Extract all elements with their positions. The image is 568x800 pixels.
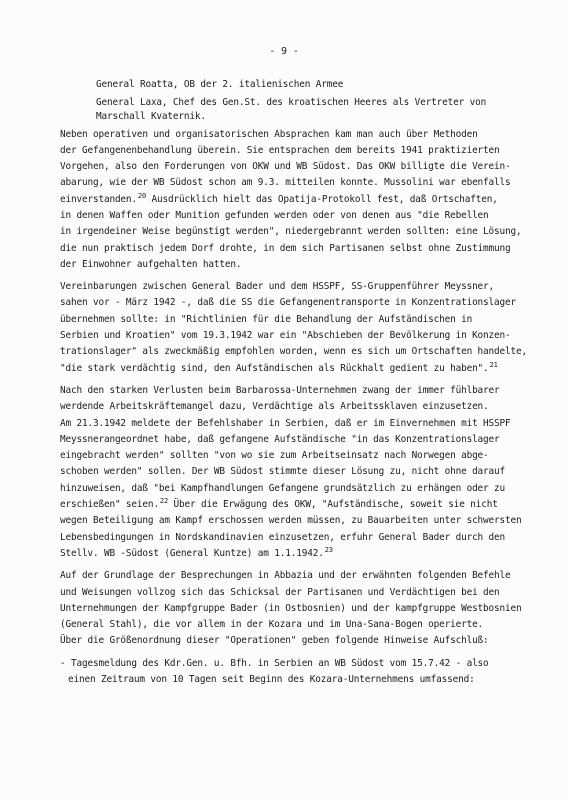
line-text: eingebracht werden" sollten "von wo sie zum Arbeitseinsatz nach Norwegen abge- — [60, 450, 489, 462]
line-text: Über die Größenordnung dieser "Operationen" geben folgende Hinweise Aufschluß: — [60, 635, 489, 647]
line-text: Meyssnerangeordnet habe, daß gefangene Aufständische "in das Konzentrationslager — [60, 433, 500, 445]
line-text: Unternehmungen der Kampfgruppe Bader (in Ostbosnien) und der kampfgruppe Westbosnien — [60, 602, 522, 614]
line-text: Stellv. WB -Südost (General Kuntze) am 1.1.1942. — [60, 547, 324, 559]
text-line — [60, 175, 530, 191]
text-line — [60, 448, 530, 464]
line-text: Lebensbedingungen in Nordskandinavien einzusetzen, erfuhr General Bader durch den — [60, 531, 506, 543]
text-line — [60, 601, 530, 617]
line-text: die nun praktisch jedem Dorf drohte, in dem sich Partisanen selbst ohne Zustimmung — [60, 242, 511, 254]
text-line — [60, 416, 530, 432]
line-text: - Tagesmeldung des Kdr.Gen. u. Bfh. in Serbien an WB Südost vom 15.7.42 - also — [60, 657, 489, 669]
line-text-continued: Über die Erwägung des OKW, "Aufständische, soweit sie nicht — [168, 499, 498, 511]
line-text: (General Stahl), die vor allem in der Kozara und im Una-Sana-Bogen operierte. — [60, 619, 484, 631]
text-line — [60, 656, 530, 672]
attendee-entry — [96, 78, 530, 93]
text-line: Marschall Kvaternik. — [96, 111, 206, 122]
line-text: wegen Beteiligung am Kampf erschossen werden müssen, zu Bauarbeiten unter schwersten — [60, 515, 522, 527]
text-line — [60, 224, 530, 240]
text-line — [60, 143, 530, 159]
text-line — [60, 361, 530, 377]
line-text: der Gefangenenbehandlung überein. Sie entsprachen dem bereits 1941 praktizierten — [60, 144, 500, 156]
attendee-entry — [96, 96, 530, 125]
line-text: einverstanden. — [60, 193, 137, 205]
line-text: Serbien und Kroatien" vom 19.3.1942 war ein "Abschieben der Bevölkerung in Konzen- — [60, 330, 511, 342]
text-line — [60, 432, 530, 448]
body-text — [60, 78, 530, 688]
line-text: Vereinbarungen zwischen General Bader und dem HSSPF, SS-Gruppenführer Meyssner, — [60, 281, 495, 293]
list-item — [60, 656, 530, 689]
line-text: und Weisungen vollzog sich das Schicksal der Partisanen und Verdächtigen bei den — [60, 586, 500, 598]
text-line — [60, 568, 530, 584]
line-text: einen Zeitraum von 10 Tagen seit Beginn des Kozara-Unternehmens umfassend: — [68, 674, 475, 685]
text-line — [60, 633, 530, 649]
text-line — [60, 585, 530, 601]
text-line — [60, 241, 530, 257]
line-text: Vorgehen, also den Forderungen von OKW und WB Südost. Das OKW billigte die Verein- — [60, 161, 511, 173]
text-line: General Roatta, OB der 2. italienischen Armee — [96, 79, 344, 90]
line-text: Nach den starken Verlusten beim Barbarossa-Unternehmen zwang der immer fühlbarer — [60, 384, 500, 396]
text-line — [60, 513, 530, 529]
paragraph — [60, 568, 530, 649]
line-text: "die stark verdächtig sind, den Aufständischen als Rückhalt gedient zu haben". — [60, 362, 489, 374]
text-line — [60, 328, 530, 344]
line-text: schoben werden" sollen. Der WB Südost stimmte dieser Lösung zu, nicht ohne darauf — [60, 466, 506, 478]
line-text: hinzuweisen, daß "bei Kampfhandlungen Gefangene grundsätzlich zu erhängen oder zu — [60, 482, 506, 494]
text-line — [60, 383, 530, 399]
text-line — [60, 464, 530, 480]
line-text: in irgendeiner Weise begünstigt werden", niedergebrannt werden sollten: eine Lösung, — [60, 226, 522, 238]
text-line — [60, 497, 530, 513]
text-line — [60, 159, 530, 175]
text-line — [60, 546, 530, 562]
line-text: der Einwohner aufgehalten hatten. — [60, 258, 242, 270]
text-line — [60, 192, 530, 208]
paragraph — [60, 279, 530, 377]
line-text: übernehmen sollte: in "Richtlinien für die Behandlung der Aufständischen in — [60, 313, 473, 325]
line-text: Neben operativen und organisatorischen Absprachen kam man auch über Methoden — [60, 128, 478, 140]
page-number: - 9 - — [269, 46, 299, 57]
line-text: werdende Arbeitskräftemangel dazu, Verdächtige als Arbeitssklaven einzusetzen. — [60, 401, 489, 413]
line-text: abarung, wie der WB Südost schon am 9.3. mitteilen konnte. Mussolini war ebenfalls — [60, 177, 511, 189]
paragraph — [60, 383, 530, 562]
text-line — [60, 399, 530, 415]
line-text: trationslager" als zweckmäßig empfohlen worden, wenn es sich um Ortschaften handelte, — [60, 346, 528, 358]
text-line — [60, 312, 530, 328]
line-text: sahen vor - März 1942 -, daß die SS die Gefangenentransporte in Konzentrationslager — [60, 297, 517, 309]
text-line — [60, 481, 530, 497]
line-text: erschießen" seien. — [60, 499, 159, 511]
line-text: Auf der Grundlage der Besprechungen in Abbazia und der erwähnten folgenden Befehle — [60, 570, 511, 582]
text-line — [60, 208, 530, 224]
text-line — [60, 344, 530, 360]
text-line — [60, 127, 530, 143]
text-line: General Laxa, Chef des Gen.St. des kroatischen Heeres als Vertreter von — [96, 96, 487, 108]
text-line — [60, 257, 530, 273]
text-line — [60, 672, 530, 688]
text-line — [60, 279, 530, 295]
text-line — [60, 530, 530, 546]
text-line — [60, 617, 530, 633]
footnote-marker: 22 — [159, 496, 169, 505]
footnote-marker: 21 — [489, 360, 498, 369]
footnote-marker: 23 — [324, 545, 333, 554]
text-line — [60, 295, 530, 311]
line-text: Am 21.3.1942 meldete der Befehlshaber in Serbien, daß er im Einvernehmen mit HSSPF — [60, 417, 511, 429]
line-text: in denen Waffen oder Munition gefunden werden oder von denen aus "die Rebellen — [60, 209, 489, 221]
line-text-continued: Ausdrücklich hielt das Opatija-Protokoll fest, daß Ortschaften, — [146, 193, 498, 205]
footnote-marker: 20 — [137, 191, 147, 200]
paragraph — [60, 127, 530, 274]
